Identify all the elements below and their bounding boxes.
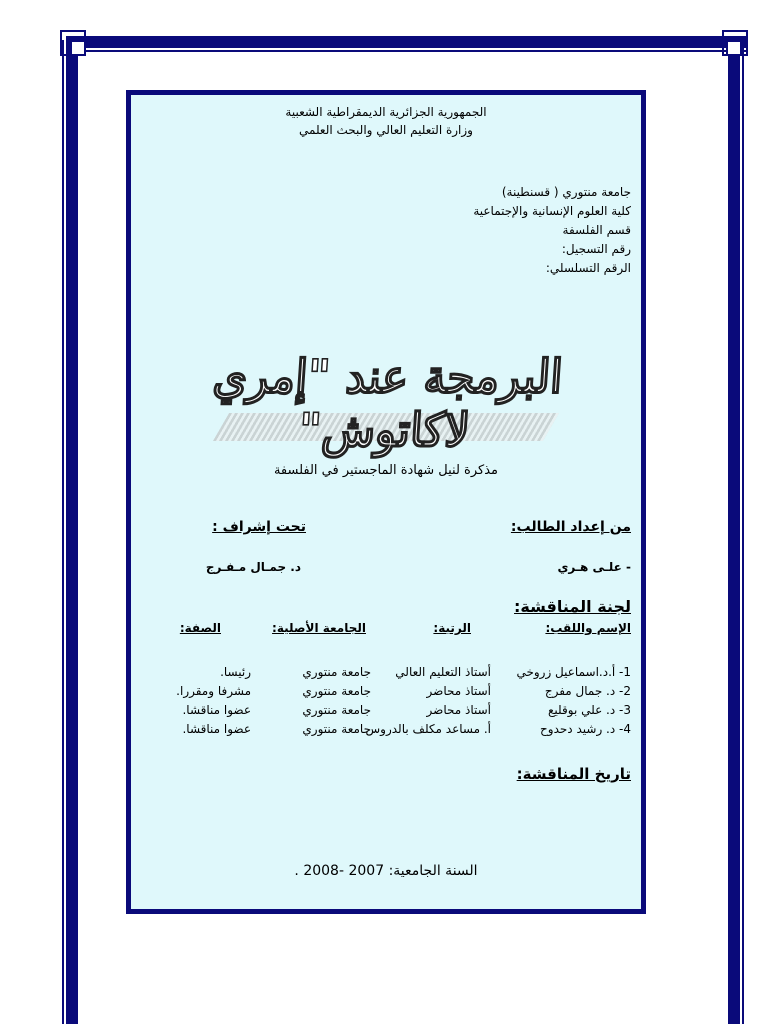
member-row [131, 722, 641, 741]
frame-corner-inner-top-left [70, 40, 86, 56]
thesis-description: مذكرة لنيل شهادة الماجستير في الفلسفة [273, 463, 499, 478]
serial-number: الرقم التسلسلي: [545, 261, 631, 275]
member-row [131, 703, 641, 722]
committee-label: لجنة المناقشة: [514, 597, 631, 616]
thesis-title: البرمجة عند "إمري لاكاتوش" [211, 350, 565, 458]
member-row [131, 684, 641, 703]
faculty-name: كلية العلوم الإنسانية والإجتماعية [473, 204, 631, 218]
member-role: مشرفا ومقررا. [176, 684, 251, 698]
ministry-header [131, 103, 641, 139]
student-name: - علـى هـري [557, 560, 631, 574]
member-role: رئيسا. [220, 665, 251, 679]
prepared-by-label: من إعداد الطالب: [510, 519, 631, 535]
member-role: عضوا مناقشا. [182, 722, 251, 736]
frame-top-border [66, 36, 746, 48]
frame-corner-inner-top-right [726, 40, 742, 56]
republic-name: الجمهورية الجزائرية الديمقراطية الشعبية [285, 105, 487, 119]
supervisor-name: د. جمـال مـفـرج [205, 560, 301, 574]
title-block [131, 350, 641, 458]
registration-number: رقم التسجيل: [561, 242, 631, 256]
institution-block [331, 183, 631, 278]
frame-left-border [66, 36, 78, 1024]
member-university: جامعة منتوري [302, 722, 371, 736]
column-header-university: الجامعة الأصلية: [272, 621, 366, 635]
member-rank: أستاذ محاضر [426, 703, 491, 717]
member-row [131, 665, 641, 684]
member-name: 2- د. جمال مفرج [544, 684, 631, 698]
defense-date-label: تاريخ المناقشة: [516, 765, 631, 783]
member-name: 4- د. رشيد دحدوح [540, 722, 631, 736]
member-rank: أستاذ محاضر [426, 684, 491, 698]
member-university: جامعة منتوري [302, 684, 371, 698]
academic-year: السنة الجامعية: 2007 -2008 . [294, 863, 478, 879]
frame-right-thin-border [742, 40, 744, 1024]
frame-right-border [728, 36, 740, 1024]
ministry-name: وزارة التعليم العالي والبحث العلمي [299, 123, 473, 137]
member-name: 3- د. علي بوقليع [548, 703, 631, 717]
member-role: عضوا مناقشا. [182, 703, 251, 717]
member-university: جامعة منتوري [302, 665, 371, 679]
column-header-rank: الرتبة: [433, 621, 471, 635]
column-header-role: الصفة: [179, 621, 221, 635]
column-header-name: الإسم واللقب: [545, 621, 631, 635]
member-name: 1- أ.د.اسماعيل زروخي [516, 665, 631, 679]
member-university: جامعة منتوري [302, 703, 371, 717]
frame-top-thin-border [66, 50, 746, 52]
member-rank: أ. مساعد مكلف بالدروس [365, 722, 491, 736]
cover-page [126, 90, 646, 914]
committee-members [131, 665, 641, 745]
frame-left-thin-border [62, 40, 64, 1024]
member-rank: أستاذ التعليم العالي [395, 665, 491, 679]
supervision-label: تحت إشراف : [212, 519, 306, 535]
university-name: جامعة منتوري ( قسنطينة) [501, 185, 631, 199]
department-name: قسم الفلسفة [562, 223, 631, 237]
